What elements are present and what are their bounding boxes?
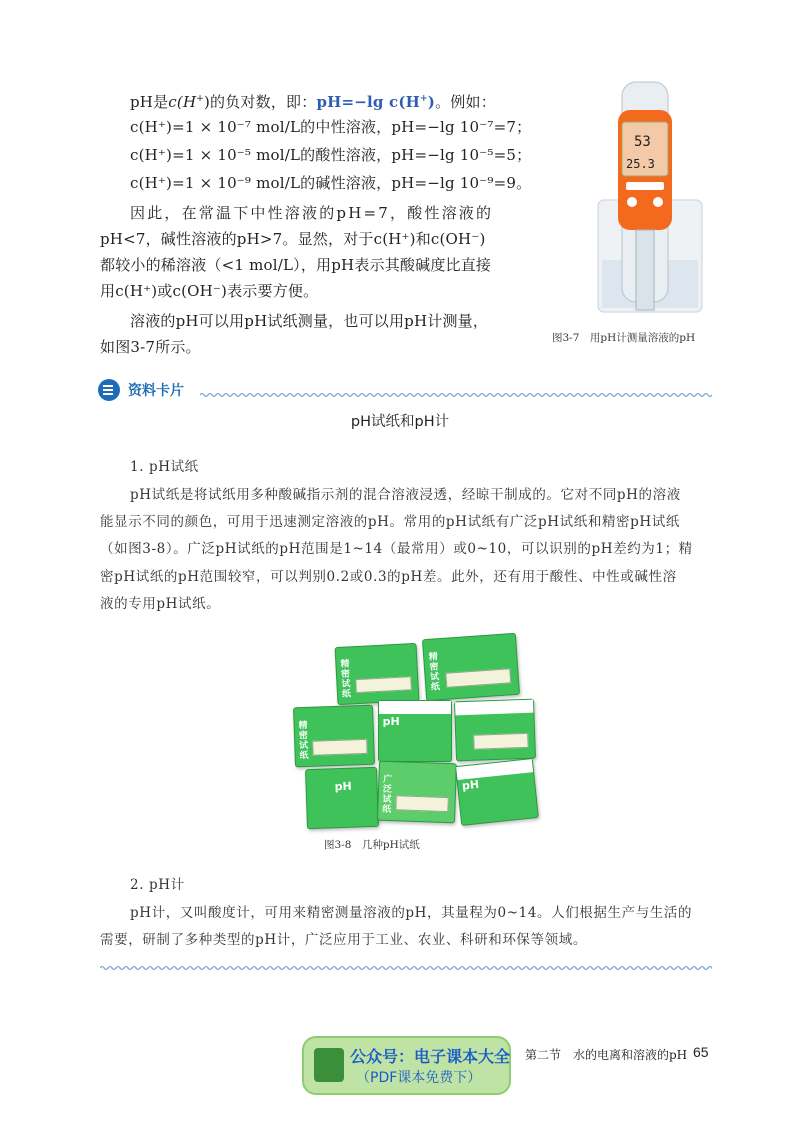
svg-text:25.3: 25.3 (626, 157, 655, 171)
text-line-8: 用c(H⁺)或c(OH⁻)表示要方便。 (100, 282, 319, 300)
s2-line-2: 需要，研制了多种类型的pH计，广泛应用于工业、农业、科研和环保等领域。 (100, 932, 587, 948)
watermark-badge (302, 1036, 511, 1095)
text-line-3: c(H⁺)=1 × 10⁻⁵ mol/L的酸性溶液，pH=−lg 10⁻⁵=5； (130, 146, 532, 164)
s1-line-4: 密pH试纸的pH范围较窄，可以判别0.2或0.3的pH差。此外，还有用于酸性、中性或碱性溶 (100, 569, 677, 585)
text-line-6: pH<7，碱性溶液的pH>7。显然，对于c(H⁺)和c(OH⁻) (100, 230, 486, 248)
svg-text:53: 53 (634, 134, 651, 150)
footer-section-title: 第二节 水的电离和溶液的pH (525, 1048, 688, 1062)
ph-formula: pH=−lg c(H+) (316, 93, 436, 111)
s1-line-3: （如图3-8）。广泛pH试纸的pH范围是1~14（最常用）或0~10，可以识别的pH差约为1；精 (100, 541, 693, 557)
card-top-wave-divider (200, 391, 712, 399)
section-1-heading: 1. pH试纸 (130, 459, 199, 475)
card-label: 资料卡片 (128, 383, 184, 399)
ph-paper: 精 密 试 纸 (422, 633, 520, 701)
text-line-5: 因此，在常温下中性溶液的pH=7，酸性溶液的 (130, 204, 494, 222)
card-bottom-wave-divider (100, 964, 712, 972)
text-line-1: pH是c(H+)的负对数，即：pH=−lg c(H+)。例如： (130, 93, 496, 111)
text-line-7: 都较小的稀溶液（<1 mol/L），用pH表示其酸碱度比直接 (100, 256, 492, 274)
ph-paper (454, 699, 536, 762)
figure-3-8-caption: 图3-8 几种pH试纸 (324, 839, 420, 851)
ph-paper: pH (305, 767, 379, 829)
section-2-heading: 2. pH计 (130, 877, 185, 893)
ph-meter-image (590, 70, 710, 315)
s1-line-2: 能显示不同的颜色，可用于迅速测定溶液的pH。常用的pH试纸有广泛pH试纸和精密pH试纸 (100, 514, 680, 530)
ph-paper: 广 泛 试 纸 (377, 761, 457, 824)
ph-paper: 精 密 试 纸 (335, 643, 420, 705)
ph-paper: 精 密 试 纸 (293, 705, 375, 768)
ph-paper: pH (455, 758, 539, 826)
card-icon (98, 379, 120, 401)
book-icon (314, 1048, 344, 1082)
page-number: 65 (693, 1044, 709, 1060)
text-line-9: 溶液的pH可以用pH试纸测量，也可以用pH计测量， (130, 312, 489, 330)
ph-paper: pH (378, 700, 452, 762)
s1-line-1: pH试纸是将试纸用多种酸碱指示剂的混合溶液浸透，经晾干制成的。它对不同pH的溶液 (130, 487, 681, 503)
badge-line-1: 公众号：电子课本大全 (350, 1047, 511, 1066)
s1-line-5: 液的专用pH试纸。 (100, 596, 221, 612)
badge-line-2: （PDF课本免费下） (356, 1070, 482, 1086)
text-line-4: c(H⁺)=1 × 10⁻⁹ mol/L的碱性溶液，pH=−lg 10⁻⁹=9。 (130, 174, 532, 192)
s2-line-1: pH计，又叫酸度计，可用来精密测量溶液的pH，其量程为0~14。人们根据生产与生活的 (130, 905, 693, 921)
figure-3-7-caption: 图3-7 用pH计测量溶液的pH (552, 332, 696, 344)
text-line-2: c(H⁺)=1 × 10⁻⁷ mol/L的中性溶液，pH=−lg 10⁻⁷=7； (130, 118, 532, 136)
text-line-10: 如图3-7所示。 (100, 338, 201, 356)
card-title: pH试纸和pH计 (350, 414, 450, 430)
